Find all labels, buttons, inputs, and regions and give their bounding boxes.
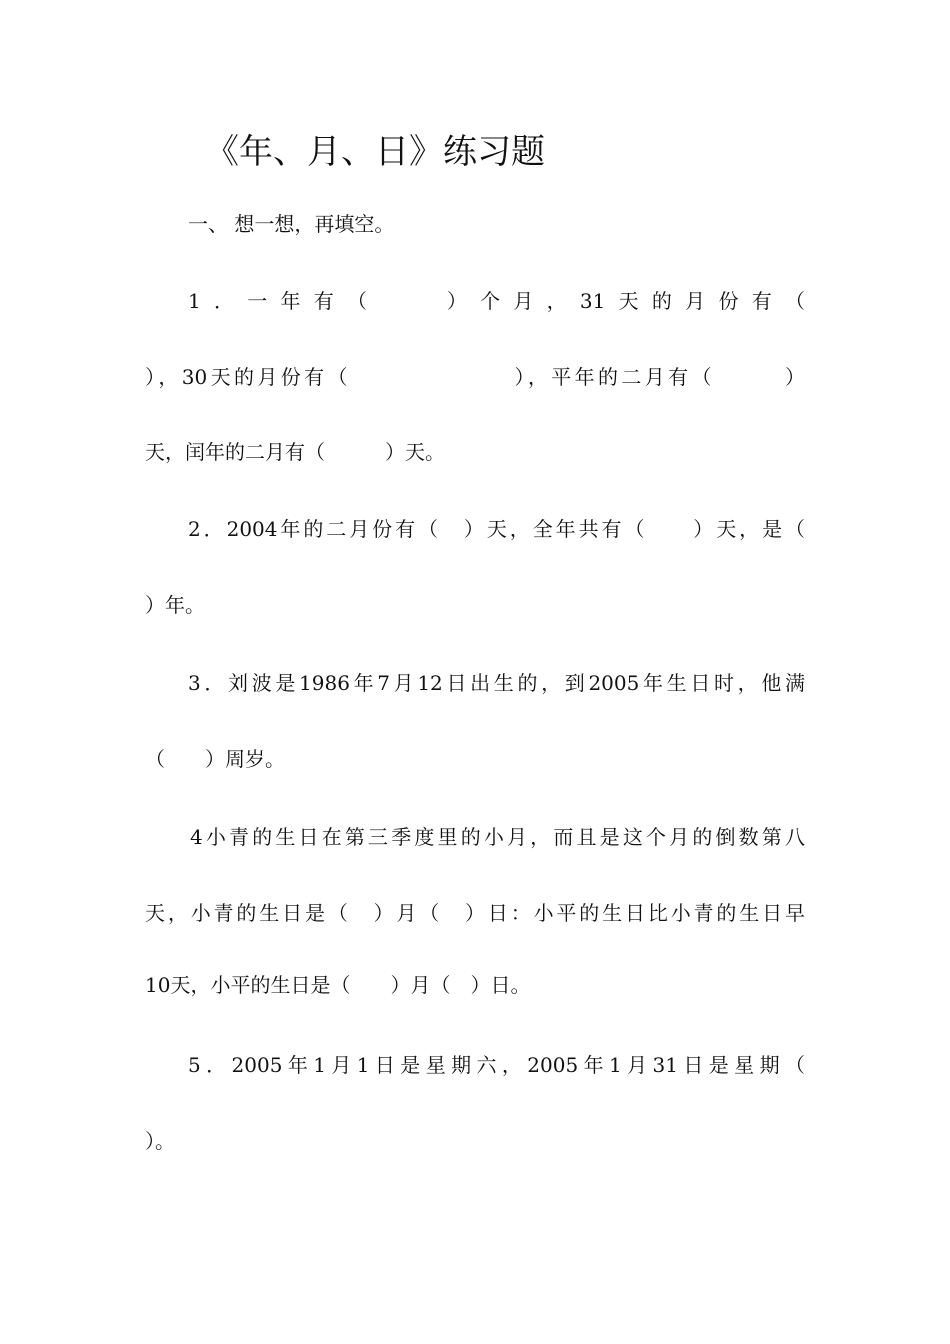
section-heading: 一、 想一想，再填空。 <box>188 212 395 236</box>
question-2-line-2: ）年。 <box>145 593 205 617</box>
question-3-line-1: 3．刘波是1986年7月12日出生的，到2005年生日时，他满 <box>188 671 805 695</box>
question-5-line-2: ）。 <box>145 1129 175 1153</box>
question-1-line-2: ），30天的月份有（ ），平年的二月有（ ） <box>145 365 805 389</box>
page-title: 《年、月、日》练习题 <box>205 132 545 172</box>
question-4-line-2: 天，小青的生日是（ ）月（ ）日：小平的生日比小青的生日早 <box>145 901 805 925</box>
question-1-line-1: 1．一年有（ ）个月，31天的月份有（ <box>188 289 805 313</box>
question-2-line-1: 2．2004年的二月份有（ ）天，全年共有（ ）天，是（ <box>188 517 805 541</box>
question-5-line-1: 5．2005年1月1日是星期六，2005年1月31日是星期（ <box>188 1053 805 1077</box>
question-4-line-1: 4小青的生日在第三季度里的小月，而且是这个月的倒数第八 <box>190 825 805 849</box>
question-1-line-3: 天，闰年的二月有（ ）天。 <box>145 440 445 464</box>
question-3-line-2: （ ）周岁。 <box>145 747 285 771</box>
question-4-line-3: 10天，小平的生日是（ ）月（ ）日。 <box>145 973 531 997</box>
